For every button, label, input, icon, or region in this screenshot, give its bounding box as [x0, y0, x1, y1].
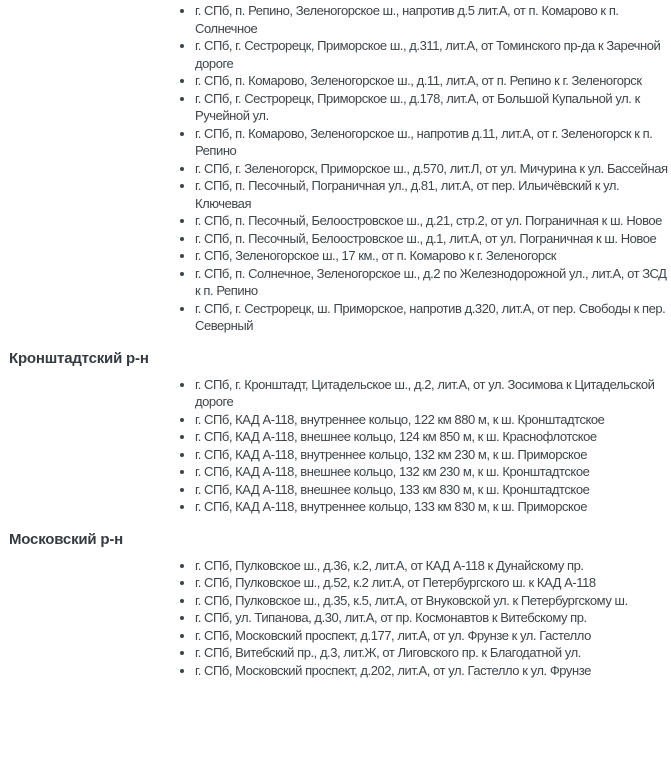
address-list [179, 2, 669, 335]
address-item: • г. СПб, КАД А-118, внешнее кольцо, 132 км 230 м, к ш. Кронштадтское [195, 463, 669, 481]
address-item: • г. СПб, г. Сестрорецк, Приморское ш., д.178, лит.А, от Большой Купальной ул. к Ручейной ул. [195, 90, 669, 125]
address-item: • г. СПб, г. Кронштадт, Цитадельское ш., д.2, лит.А, от ул. Зосимова к Цитадельской дороге [195, 376, 669, 411]
address-item: • г. СПб, Пулковское ш., д.36, к.2, лит.А, от КАД А-118 к Дунайскому пр. [195, 557, 669, 575]
address-list [179, 376, 669, 516]
address-item: • г. СПб, ул. Типанова, д.30, лит.А, от пр. Космонавтов к Витебскому пр. [195, 609, 669, 627]
address-item: • г. СПб, г. Сестрорецк, ш. Приморское, напротив д.320, лит.А, от пер. Свободы к пер. Северный [195, 300, 669, 335]
district-section [0, 2, 671, 335]
address-item: • г. СПб, п. Песочный, Пограничная ул., д.81, лит.А, от пер. Ильичёвский к ул. Ключевая [195, 177, 669, 212]
address-item: • г. СПб, КАД А-118, внутреннее кольцо, 133 км 830 м, к ш. Приморское [195, 498, 669, 516]
district-section [0, 530, 671, 680]
address-item: • г. СПб, КАД А-118, внешнее кольцо, 124 км 850 м, к ш. Краснофлотское [195, 428, 669, 446]
address-item: • г. СПб, КАД А-118, внешнее кольцо, 133 км 830 м, к ш. Кронштадтское [195, 481, 669, 499]
address-item: • г. СПб, Пулковское ш., д.35, к.5, лит.А, от Внуковской ул. к Петербургскому ш. [195, 592, 669, 610]
address-item: • г. СПб, п. Комарово, Зеленогорское ш., д.11, лит.А, от п. Репино к г. Зеленогорск [195, 72, 669, 90]
address-item: • г. СПб, г. Сестрорецк, Приморское ш., д.311, лит.А, от Томинского пр-да к Заречной дороге [195, 37, 669, 72]
address-item: • г. СПб, п. Комарово, Зеленогорское ш., напротив д.11, лит.А, от г. Зеленогорск к п. Репино [195, 125, 669, 160]
district-heading: Кронштадтский р-н [9, 349, 149, 367]
address-item: • г. СПб, г. Зеленогорск, Приморское ш., д.570, лит.Л, от ул. Мичурина к ул. Бассейная [195, 160, 669, 178]
address-item: • г. СПб, КАД А-118, внутреннее кольцо, 122 км 880 м, к ш. Кронштадтское [195, 411, 669, 429]
address-item: • г. СПб, п. Репино, Зеленогорское ш., напротив д.5 лит.А, от п. Комарово к п. Солнечное [195, 2, 669, 37]
address-item: • г. СПб, Зеленогорское ш., 17 км., от п. Комарово к г. Зеленогорск [195, 247, 669, 265]
address-item: • г. СПб, Московский проспект, д.177, лит.А, от ул. Фрунзе к ул. Гастелло [195, 627, 669, 645]
address-item: • г. СПб, Московский проспект, д.202, лит.А, от ул. Гастелло к ул. Фрунзе [195, 662, 669, 680]
address-item: • г. СПб, п. Солнечное, Зеленогорское ш., д.2 по Железнодорожной ул., лит.А, от ЗСД к п. Репино [195, 265, 669, 300]
district-heading: Московский р-н [9, 530, 123, 548]
address-item: • г. СПб, Витебский пр., д.3, лит.Ж, от Лиговского пр. к Благодатной ул. [195, 644, 669, 662]
address-item: • г. СПб, п. Песочный, Белоостровское ш., д.21, стр.2, от ул. Пограничная к ш. Новое [195, 212, 669, 230]
address-item: • г. СПб, Пулковское ш., д.52, к.2 лит.А, от Петербургского ш. к КАД А-118 [195, 574, 669, 592]
address-item: • г. СПб, п. Песочный, Белоостровское ш., д.1, лит.А, от ул. Пограничная к ш. Новое [195, 230, 669, 248]
address-list [179, 557, 669, 680]
address-item: • г. СПб, КАД А-118, внутреннее кольцо, 132 км 230 м, к ш. Приморское [195, 446, 669, 464]
district-section [0, 349, 671, 516]
